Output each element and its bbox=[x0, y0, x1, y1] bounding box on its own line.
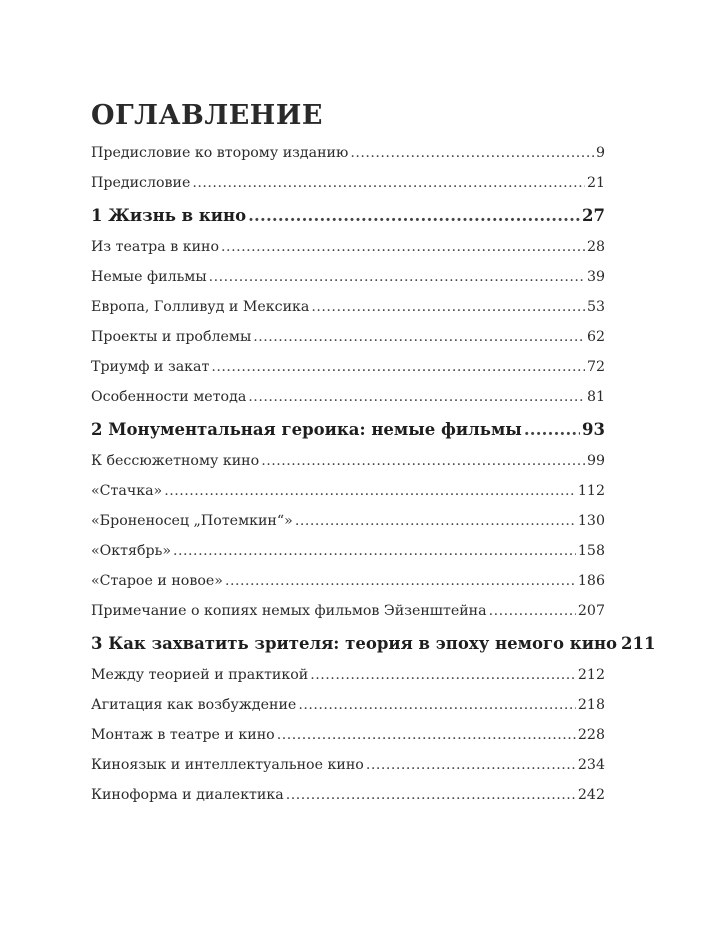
toc-entry-label: Агитация как возбуждение bbox=[91, 697, 297, 713]
toc-entry-label: Примечание о копиях немых фильмов Эйзенштейна bbox=[91, 603, 487, 619]
toc-page-number: 207 bbox=[577, 603, 605, 619]
toc-dot-leader bbox=[225, 566, 576, 596]
toc-section-entry bbox=[91, 720, 605, 750]
toc-page-number: 93 bbox=[582, 420, 605, 439]
toc-page-number: 186 bbox=[577, 573, 605, 589]
toc-page-number: 39 bbox=[586, 269, 605, 285]
toc-dot-leader bbox=[261, 446, 585, 476]
toc-section-entry bbox=[91, 382, 605, 412]
toc-entry-label: 2 Монументальная героика: немые фильмы bbox=[91, 420, 522, 439]
toc-section-entry bbox=[91, 352, 605, 382]
toc-section-entry bbox=[91, 750, 605, 780]
toc-dot-leader bbox=[489, 596, 576, 626]
toc-section-entry bbox=[91, 476, 605, 506]
toc-dot-leader bbox=[524, 414, 580, 446]
toc-dot-leader bbox=[253, 322, 585, 352]
toc-section-entry bbox=[91, 506, 605, 536]
toc-page-number: 81 bbox=[586, 389, 605, 405]
toc-section-entry bbox=[91, 138, 605, 168]
toc-section-entry bbox=[91, 262, 605, 292]
toc-page-number: 28 bbox=[586, 239, 605, 255]
toc-dot-leader bbox=[311, 292, 585, 322]
toc-dot-leader bbox=[164, 476, 576, 506]
toc-page-number: 158 bbox=[577, 543, 605, 559]
toc-dot-leader bbox=[366, 750, 576, 780]
toc-page-number: 72 bbox=[586, 359, 605, 375]
toc-entry-label: Предисловие ко второму изданию bbox=[91, 145, 349, 161]
toc-entry-label: Предисловие bbox=[91, 175, 191, 191]
toc-entry-label: 1 Жизнь в кино bbox=[91, 206, 247, 225]
toc-chapter-entry bbox=[91, 628, 656, 660]
toc-entry-label: Проекты и проблемы bbox=[91, 329, 252, 345]
toc-dot-leader bbox=[192, 168, 585, 198]
toc-dot-leader bbox=[248, 200, 580, 232]
toc-section-entry bbox=[91, 566, 605, 596]
toc-page-number: 228 bbox=[577, 727, 605, 743]
toc-entry-label: «Октябрь» bbox=[91, 543, 172, 559]
toc-entry-label: Немые фильмы bbox=[91, 269, 207, 285]
toc-section-entry bbox=[91, 446, 605, 476]
toc-title: ОГЛАВЛЕНИЕ bbox=[91, 100, 323, 131]
toc-entry-label: Монтаж в театре и кино bbox=[91, 727, 275, 743]
toc-dot-leader bbox=[310, 660, 576, 690]
toc-page-number: 212 bbox=[577, 667, 605, 683]
toc-dot-leader bbox=[286, 780, 576, 810]
toc-entry-label: Триумф и закат bbox=[91, 359, 210, 375]
toc-entry-label: 3 Как захватить зрителя: теория в эпоху немого кино bbox=[91, 634, 618, 653]
toc-dot-leader bbox=[350, 138, 594, 168]
toc-entry-label: «Старое и новое» bbox=[91, 573, 223, 589]
toc-entry-label: Из театра в кино bbox=[91, 239, 220, 255]
toc-page-number: 112 bbox=[577, 483, 605, 499]
toc-page-number: 218 bbox=[577, 697, 605, 713]
toc-dot-leader bbox=[173, 536, 576, 566]
toc-page-number: 9 bbox=[595, 145, 605, 161]
toc-page-number: 99 bbox=[586, 453, 605, 469]
toc-section-entry bbox=[91, 322, 605, 352]
toc-page-number: 211 bbox=[621, 634, 656, 653]
toc-section-entry bbox=[91, 660, 605, 690]
toc-dot-leader bbox=[277, 720, 576, 750]
toc-section-entry bbox=[91, 690, 605, 720]
toc-entry-label: К бессюжетному кино bbox=[91, 453, 260, 469]
toc-dot-leader bbox=[211, 352, 585, 382]
toc-section-entry bbox=[91, 168, 605, 198]
toc-entry-label: Киноязык и интеллектуальное кино bbox=[91, 757, 364, 773]
toc-dot-leader bbox=[298, 690, 576, 720]
toc-entry-label: «Броненосец „Потемкин“» bbox=[91, 513, 293, 529]
toc-section-entry bbox=[91, 596, 605, 626]
toc-page-number: 130 bbox=[577, 513, 605, 529]
toc-page-number: 21 bbox=[586, 175, 605, 191]
toc-page-number: 242 bbox=[577, 787, 605, 803]
toc-section-entry bbox=[91, 536, 605, 566]
toc-dot-leader bbox=[248, 382, 585, 412]
toc-section-entry bbox=[91, 292, 605, 322]
toc-page-number: 53 bbox=[586, 299, 605, 315]
toc-entry-label: Между теорией и практикой bbox=[91, 667, 309, 683]
toc-section-entry bbox=[91, 780, 605, 810]
toc-dot-leader bbox=[209, 262, 585, 292]
toc-page-number: 27 bbox=[582, 206, 605, 225]
toc-page-number: 234 bbox=[577, 757, 605, 773]
toc-entry-label: Киноформа и диалектика bbox=[91, 787, 284, 803]
toc-page-number: 62 bbox=[586, 329, 605, 345]
toc-entry-label: Европа, Голливуд и Мексика bbox=[91, 299, 310, 315]
toc-chapter-entry bbox=[91, 200, 605, 232]
toc-dot-leader bbox=[295, 506, 576, 536]
toc-dot-leader bbox=[221, 232, 585, 262]
table-of-contents bbox=[91, 138, 656, 810]
toc-chapter-entry bbox=[91, 414, 605, 446]
toc-section-entry bbox=[91, 232, 605, 262]
toc-entry-label: Особенности метода bbox=[91, 389, 247, 405]
toc-entry-label: «Стачка» bbox=[91, 483, 163, 499]
